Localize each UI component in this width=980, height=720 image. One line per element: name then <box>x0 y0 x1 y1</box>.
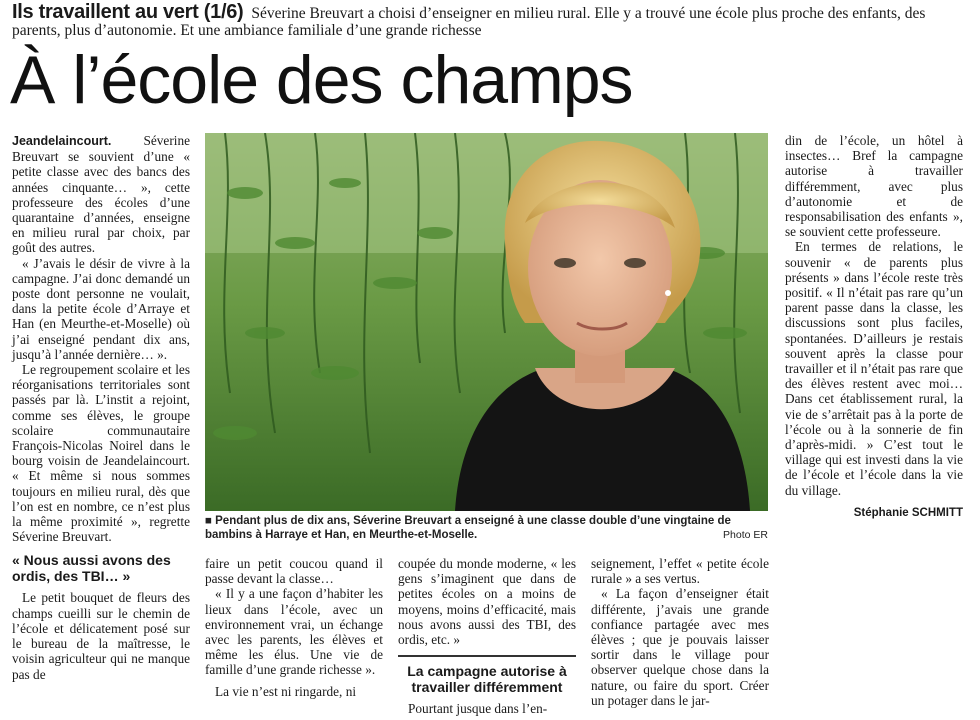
kicker <box>12 1 972 39</box>
paragraph: « Il y a une façon d’habiter les lieux dans l’école, avec un environnement vrai, un échange avec les parents, les élèves et même les élus. Une vie de famille d’une grande richesse ». <box>205 586 383 678</box>
kicker-text: Séverine Breuvart a choisi d’enseigner en milieu rural. Elle y a trouvé une école plus proche des enfants, des parents, plus d’autonomie. Et une ambiance familiale d’une grande richesse <box>12 5 926 39</box>
paragraph: « La façon d’enseigner était différente, j’avais une grande confiance partagée avec mes élèves ; que je pouvais laisser sortir dans le village pour observer quelque chose dans la nature, ou faire du sport. Créer un potager dans le jar- <box>591 586 769 708</box>
column-5 <box>785 133 963 521</box>
paragraph: En termes de relations, le souvenir « de parents plus présents » dans l’école reste très positif. « Il n’était pas rare qu’un parent passe dans la classe, les discussions sont plus faciles, spontanées. D’ailleurs je restais souvent après la classe pour travailler et il n’était pas rare que des élèves restent avec moi… Dans cet établissement rural, la vie de s’arrêtait pas à la porte de l’école ou à la sonnerie de fin d’après-midi. » C’est tout le village qui est investi dans la vie de l’école et l’école dans la vie du village. <box>785 239 963 498</box>
portrait-photo <box>205 133 768 511</box>
paragraph: seignement, l’effet « petite école rurale » a ses vertus. <box>591 556 769 587</box>
paragraph-text: Séverine Breuvart se souvient d’une « petite classe avec des bancs des années cinquante… », cette professeure des écoles d’une quarantaine d’années, enseigne en milieu rural par choix, par goût des autres. <box>12 133 190 256</box>
photo-caption <box>205 514 768 542</box>
column-4 <box>591 556 769 708</box>
headline: À l’école des champs <box>10 42 633 118</box>
photo-credit: Photo ER <box>723 529 768 541</box>
paragraph: Pourtant jusque dans l’en- <box>408 701 548 717</box>
caption-text: ■ Pendant plus de dix ans, Séverine Breuvart a enseigné à une classe double d’une vingtaine de bambins à Harraye et Han, en Meurthe-et-Moselle. <box>205 515 731 541</box>
paragraph: din de l’école, un hôtel à insectes… Bref la campagne autorise à travailler différemment, avec plus d’autonomie et de responsabilisation des enfants », se souvient cette professeure. <box>785 133 963 240</box>
subhead: « Nous aussi avons des ordis, des TBI… » <box>12 552 171 585</box>
paragraph: « J’avais le désir de vivre à la campagne. J’ai donc demandé un poste dont personne ne voulait, dans la petite école d’Arraye et Han (en Meurthe-et-Moselle) où j’ai enseigné pendant dix ans, jusqu’à l’année dernière… ». <box>12 255 190 362</box>
paragraph: La vie n’est ni ringarde, ni <box>215 683 357 699</box>
subhead: La campagne autorise à travailler différemment <box>398 655 576 695</box>
photo-illustration <box>205 133 768 511</box>
paragraph: faire un petit coucou quand il passe devant la classe… <box>205 556 383 587</box>
dateline: Jeandelaincourt. <box>12 134 112 148</box>
paragraph <box>12 133 190 256</box>
paragraph: Le petit bouquet de fleurs des champs cueilli sur le chemin de l’école et délicatement posé sur le bureau de la maîtresse, le voisin agriculteur qui ne manque pas de <box>12 590 190 682</box>
paragraph: coupée du monde moderne, « les gens s’imaginent que dans de petites écoles on a moins de moyens, moins d’efficacité, mais nous avons aussi des TBI, des ordis, etc. » <box>398 556 576 648</box>
column-1 <box>12 133 190 682</box>
author-signature: Stéphanie SCHMITT <box>853 506 963 519</box>
paragraph: Le regroupement scolaire et les réorganisations territoriales sont passés par là. L’instit a rejoint, comme ses élèves, le groupe scolaire communautaire François-Nicolas Noirel dans le bourg voisin de Jeandelaincourt. « Et même si nous sommes toujours en milieu rural, dès que l’on est en nombre, ce n’est plus la même proximité », regrette Séverine Breuvart. <box>12 362 190 545</box>
column-3 <box>398 556 576 716</box>
column-2 <box>205 556 383 699</box>
series-label: Ils travaillent au vert (1/6) <box>12 1 244 23</box>
